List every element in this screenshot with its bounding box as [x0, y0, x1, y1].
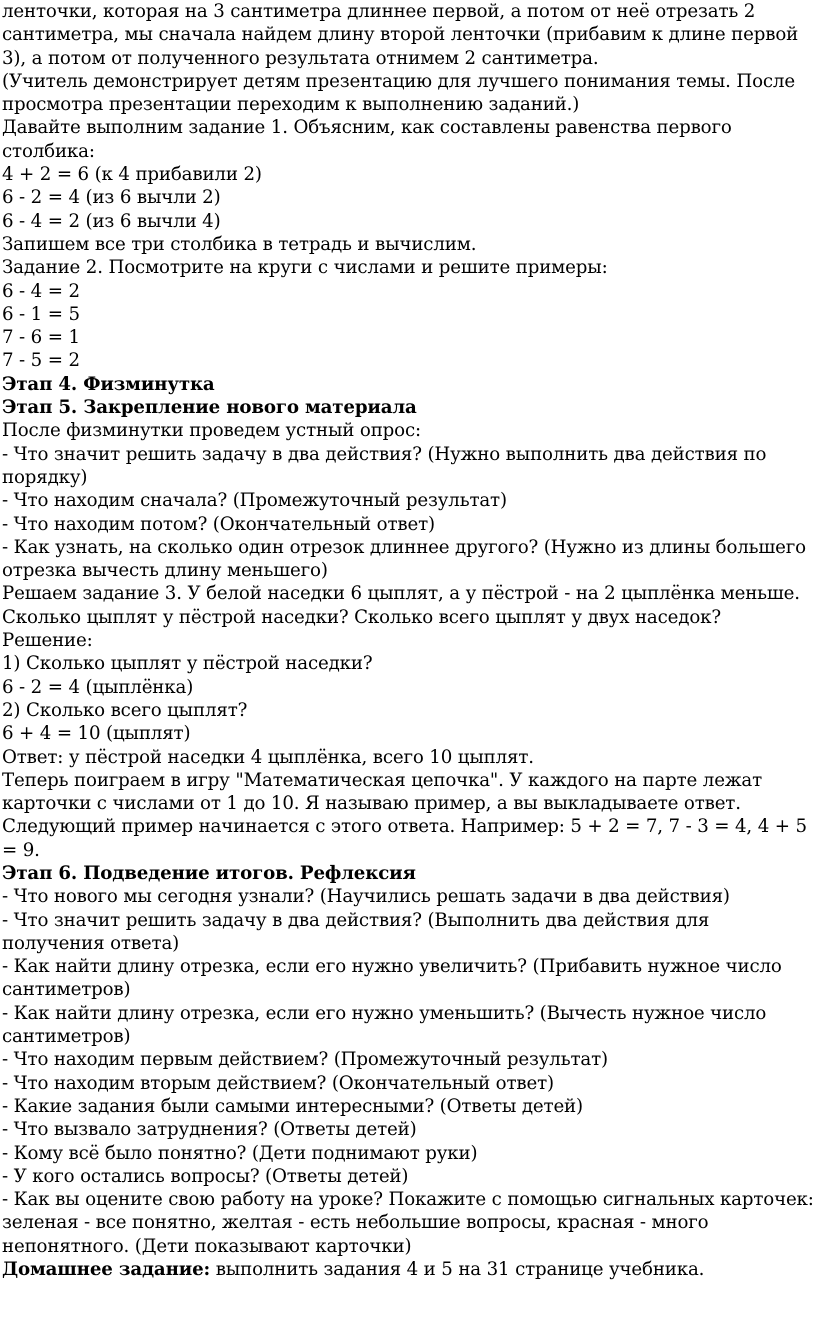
bold-text: Этап 6. Подведение итогов. Рефлексия	[2, 862, 416, 884]
paragraph-text: 6 - 4 = 2	[2, 280, 80, 302]
paragraph-text: ленточки, которая на 3 сантиметра длиннее первой, а потом от неё отрезать 2 сантиметра, мы сначала найдем длину второй ленточки (прибавим к длине первой 3), а потом от полученного результата отнимем 2 сантиметра.	[2, 1, 799, 69]
paragraph	[2, 256, 814, 279]
paragraph-text: - Что значит решить задачу в два действия? (Нужно выполнить два действия по порядку)	[2, 443, 767, 488]
paragraph	[2, 186, 814, 209]
paragraph	[2, 629, 814, 652]
paragraph-text: 7 - 5 = 2	[2, 350, 80, 372]
paragraph-text: 6 - 2 = 4 (цыплёнка)	[2, 676, 194, 698]
paragraph-text: (Учитель демонстрирует детям презентацию для лучшего понимания темы. После просмотра презентации переходим к выполнению заданий.)	[2, 70, 795, 116]
paragraph-text: - Что находим сначала? (Промежуточный результат)	[2, 490, 507, 512]
paragraph	[2, 582, 814, 629]
paragraph-text: 1) Сколько цыплят у пёстрой наседки?	[2, 653, 373, 675]
paragraph	[2, 326, 814, 349]
paragraph	[2, 513, 814, 536]
paragraph-text: выполнить задания 4 и 5 на 31 странице учебника.	[210, 1259, 705, 1281]
paragraph	[2, 955, 814, 1002]
paragraph	[2, 303, 814, 326]
paragraph-text: - Какие задания были самыми интересными? (Ответы детей)	[2, 1095, 583, 1117]
paragraph	[2, 676, 814, 699]
paragraph	[2, 1188, 814, 1258]
paragraph-text: - Что нового мы сегодня узнали? (Научились решать задачи в два действия)	[2, 886, 730, 908]
paragraph	[2, 885, 814, 908]
paragraph-text: Задание 2. Посмотрите на круги с числами и решите примеры:	[2, 257, 608, 279]
paragraph	[2, 769, 814, 862]
paragraph-text: 6 - 4 = 2 (из 6 вычли 4)	[2, 210, 221, 232]
paragraph-text: - Что находим вторым действием? (Окончательный ответ)	[2, 1072, 554, 1094]
paragraph-text: - Что находим потом? (Окончательный ответ)	[2, 513, 435, 535]
paragraph-text: - Как найти длину отрезка, если его нужно уменьшить? (Вычесть нужное число сантиметров)	[2, 1002, 767, 1048]
document-body	[2, 0, 814, 1281]
paragraph	[2, 1072, 814, 1095]
paragraph-text: 6 - 2 = 4 (из 6 вычли 2)	[2, 187, 221, 209]
paragraph	[2, 1165, 814, 1188]
paragraph-text: - Кому всё было понятно? (Дети поднимают руки)	[2, 1142, 478, 1164]
paragraph	[2, 1142, 814, 1165]
paragraph	[2, 280, 814, 303]
paragraph	[2, 233, 814, 256]
paragraph-text: 6 - 1 = 5	[2, 303, 80, 325]
paragraph-text: - Что находим первым действием? (Промежуточный результат)	[2, 1049, 608, 1071]
paragraph-text: Решение:	[2, 630, 93, 652]
paragraph	[2, 0, 814, 70]
paragraph-text: После физминутки проведем устный опрос:	[2, 420, 421, 442]
paragraph-text: - Как найти длину отрезка, если его нужно увеличить? (Прибавить нужное число сантиметров)	[2, 956, 782, 1001]
section-heading	[2, 373, 814, 396]
paragraph-text: - У кого остались вопросы? (Ответы детей)	[2, 1165, 409, 1187]
paragraph	[2, 210, 814, 233]
paragraph-text: Решаем задание 3. У белой наседки 6 цыплят, а у пёстрой - на 2 цыплёнка меньше. Сколько цыплят у пёстрой наседки? Сколько всего цыплят у двух наседок?	[2, 583, 800, 628]
paragraph	[2, 1258, 814, 1281]
paragraph	[2, 349, 814, 372]
paragraph	[2, 1002, 814, 1049]
paragraph-text: 7 - 6 = 1	[2, 327, 80, 349]
bold-text: Домашнее задание:	[2, 1259, 211, 1281]
paragraph	[2, 909, 814, 956]
paragraph-text: 2) Сколько всего цыплят?	[2, 699, 248, 721]
paragraph-text: - Что вызвало затруднения? (Ответы детей)	[2, 1119, 417, 1141]
paragraph	[2, 489, 814, 512]
section-heading	[2, 396, 814, 419]
bold-text: Этап 5. Закрепление нового материала	[2, 397, 417, 419]
paragraph-text: Ответ: у пёстрой наседки 4 цыплёнка, всего 10 цыплят.	[2, 746, 534, 768]
paragraph-text: - Что значит решить задачу в два действия? (Выполнить два действия для получения ответа)	[2, 909, 710, 954]
paragraph	[2, 163, 814, 186]
paragraph	[2, 536, 814, 583]
paragraph-text: Запишем все три столбика в тетрадь и вычислим.	[2, 233, 477, 255]
paragraph	[2, 1118, 814, 1141]
paragraph	[2, 1048, 814, 1071]
paragraph	[2, 746, 814, 769]
paragraph-text: 4 + 2 = 6 (к 4 прибавили 2)	[2, 164, 262, 186]
paragraph	[2, 699, 814, 722]
paragraph	[2, 652, 814, 675]
paragraph	[2, 722, 814, 745]
paragraph-text: Теперь поиграем в игру "Математическая цепочка". У каждого на парте лежат карточки с числами от 1 до 10. Я называю пример, а вы выкладываете ответ. Следующий пример начинается с этого ответа. Например: 5 + 2 = 7, 7 - 3 = 4, 4 + 5 = 9.	[2, 769, 807, 861]
paragraph	[2, 419, 814, 442]
paragraph-text: - Как вы оцените свою работу на уроке? Покажите с помощью сигнальных карточек: зеленая - все понятно, желтая - есть небольшие вопросы, красная - много непонятного. (Дети показывают карточки)	[2, 1189, 814, 1257]
section-heading	[2, 862, 814, 885]
paragraph-text: 6 + 4 = 10 (цыплят)	[2, 723, 191, 745]
paragraph-text: - Как узнать, на сколько один отрезок длиннее другого? (Нужно из длины большего отрезка вычесть длину меньшего)	[2, 536, 806, 582]
paragraph	[2, 443, 814, 490]
paragraph-text: Давайте выполним задание 1. Объясним, как составлены равенства первого столбика:	[2, 117, 732, 162]
paragraph	[2, 70, 814, 117]
paragraph	[2, 116, 814, 163]
paragraph	[2, 1095, 814, 1118]
bold-text: Этап 4. Физминутка	[2, 373, 215, 395]
